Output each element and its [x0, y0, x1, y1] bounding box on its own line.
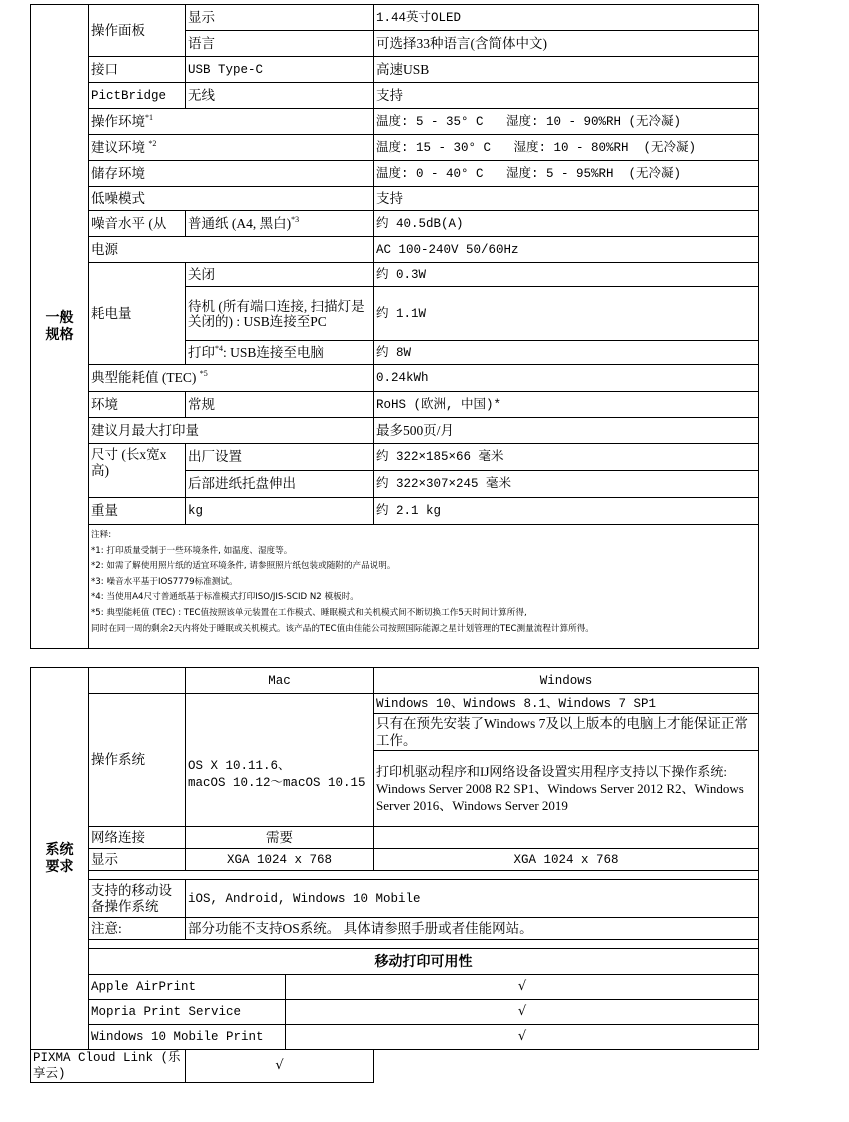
- mobile-print-check: √: [286, 975, 759, 1000]
- consumption-label: 耗电量: [89, 263, 186, 365]
- panel-label: 操作面板: [89, 5, 186, 57]
- power-label: 电源: [89, 237, 374, 263]
- mobile-print-name: Apple AirPrint: [89, 975, 286, 1000]
- noise-label: 噪音水平 (从: [89, 211, 186, 237]
- mobile-print-name: Windows 10 Mobile Print: [89, 1025, 286, 1050]
- mobile-print-check: √: [286, 1000, 759, 1025]
- size-factory-value: 约 322×185×66 毫米: [374, 444, 759, 471]
- tec-value: 0.24kWh: [374, 365, 759, 392]
- pictbridge-label: PictBridge: [89, 83, 186, 109]
- footnotes: [89, 525, 759, 649]
- network-mac-value: 需要: [186, 827, 374, 849]
- monthly-volume-value: 最多500页/月: [374, 418, 759, 444]
- windows-os-versions: Windows 10、Windows 8.1、Windows 7 SP1: [374, 694, 759, 714]
- display-windows-value: XGA 1024 x 768: [374, 849, 759, 871]
- op-env-value: 温度: 5 - 35° C 湿度: 10 - 90%RH (无冷凝): [374, 109, 759, 135]
- mac-header: Mac: [186, 668, 374, 694]
- footnote-3: *3: 噪音水平基于IOS7779标准测试。: [91, 576, 238, 587]
- weight-value: 约 2.1 kg: [374, 498, 759, 525]
- pictbridge-value: 支持: [374, 83, 759, 109]
- windows-server-support: 打印机驱动程序和IJ网络设备设置实用程序支持以下操作系统: Windows Server 2008 R2 SP1、Windows Server 2012 R2、Windows Server 2016、Windows Server 2019: [374, 751, 759, 827]
- mobile-print-check: √: [186, 1050, 374, 1083]
- size-factory-label: 出厂设置: [186, 444, 374, 471]
- display-mac-value: XGA 1024 x 768: [186, 849, 374, 871]
- section-system-label: 系统 要求: [31, 668, 89, 1050]
- mobile-print-name: Mopria Print Service: [89, 1000, 286, 1025]
- printing-label: 打印$^{*4}$: USB连接至电脑: [186, 341, 374, 365]
- quiet-mode-label: 低噪模式: [89, 187, 374, 211]
- environment-value: RoHS (欧洲, 中国)*: [374, 392, 759, 418]
- spacer-row-2: [89, 940, 759, 949]
- display-req-label: 显示: [89, 849, 186, 871]
- footnote-2: *2: 如需了解使用照片纸的适宜环境条件, 请参照照片纸包装或随附的产品说明。: [91, 561, 396, 572]
- language-value: 可选择33种语言(含简体中文): [374, 31, 759, 57]
- quiet-mode-value: 支持: [374, 187, 759, 211]
- size-tray-value: 约 322×307×245 毫米: [374, 471, 759, 498]
- general-specs-table: [30, 4, 759, 649]
- note-value: 部分功能不支持OS系统。 具体请参照手册或者佳能网站。: [186, 918, 759, 940]
- environment-sub: 常规: [186, 392, 374, 418]
- windows-os-note: 只有在预先安装了Windows 7及以上版本的电脑上才能保证正常工作。: [374, 714, 759, 751]
- network-label: 网络连接: [89, 827, 186, 849]
- storage-env-label: 储存环境: [89, 161, 374, 187]
- size-label: 尺寸 (长x宽x高): [89, 444, 186, 498]
- tec-label: 典型能耗值 (TEC) $^{*5}$: [89, 365, 374, 392]
- standby-label: 待机 (所有端口连接, 扫描灯是关闭的) : USB连接至PC: [186, 287, 374, 341]
- op-env-label: 操作环境$^{*1}$: [89, 109, 374, 135]
- rec-env-label: 建议环境 $^{*2}$: [89, 135, 374, 161]
- footnote-5: *5: 典型能耗值 (TEC) : TEC值按照该单元装置在工作模式、睡眠模式和关机模式间不断切换工作5天时间计算所得,: [91, 607, 527, 618]
- printing-value: 约 8W: [374, 341, 759, 365]
- footnote-1: *1: 打印质量受制于一些环境条件, 如温度、湿度等。: [91, 545, 293, 556]
- noise-sub: 普通纸 (A4, 黑白)$^{*3}$: [186, 211, 374, 237]
- mobile-print-title: 移动打印可用性: [89, 949, 759, 975]
- mac-os-value: OS X 10.11.6、 macOS 10.12～macOS 10.15: [186, 694, 374, 827]
- system-requirements-table: [30, 667, 759, 1083]
- section-general-label: 一般 规格: [31, 5, 89, 649]
- interface-label: 接口: [89, 57, 186, 83]
- power-value: AC 100-240V 50/60Hz: [374, 237, 759, 263]
- language-label: 语言: [186, 31, 374, 57]
- rec-env-value: 温度: 15 - 30° C 湿度: 10 - 80%RH (无冷凝): [374, 135, 759, 161]
- power-off-value: 约 0.3W: [374, 263, 759, 287]
- note-label: 注意:: [89, 918, 186, 940]
- windows-header: Windows: [374, 668, 759, 694]
- power-off-label: 关闭: [186, 263, 374, 287]
- environment-label: 环境: [89, 392, 186, 418]
- interface-value: 高速USB: [374, 57, 759, 83]
- mobile-os-label: 支持的移动设备操作系统: [89, 880, 186, 918]
- weight-sub: kg: [186, 498, 374, 525]
- mobile-os-value: iOS, Android, Windows 10 Mobile: [186, 880, 759, 918]
- footnote-5-continued: 同时在同一周的剩余2天内将处于睡眠或关机模式。该产品的TEC值由佳能公司按照国际能源之星计划管理的TEC测量流程计算所得。: [91, 623, 594, 634]
- size-tray-label: 后部进纸托盘伸出: [186, 471, 374, 498]
- footnote-4: *4: 当使用A4尺寸普通纸基于标准模式打印ISO/JIS-SCID N2 模板时。: [91, 592, 359, 603]
- mobile-print-check: √: [286, 1025, 759, 1050]
- display-label: 显示: [186, 5, 374, 31]
- interface-sub: USB Type-C: [186, 57, 374, 83]
- monthly-volume-label: 建议月最大打印量: [89, 418, 374, 444]
- network-windows-value: [374, 827, 759, 849]
- mobile-print-name: PIXMA Cloud Link (乐享云): [31, 1050, 186, 1083]
- display-value: 1.44英寸OLED: [374, 5, 759, 31]
- storage-env-value: 温度: 0 - 40° C 湿度: 5 - 95%RH (无冷凝): [374, 161, 759, 187]
- standby-value: 约 1.1W: [374, 287, 759, 341]
- footnote-heading: 注释:: [91, 530, 112, 540]
- spacer-row: [89, 871, 759, 880]
- noise-value: 约 40.5dB(A): [374, 211, 759, 237]
- header-blank: [89, 668, 186, 694]
- os-label: 操作系统: [89, 694, 186, 827]
- pictbridge-sub: 无线: [186, 83, 374, 109]
- weight-label: 重量: [89, 498, 186, 525]
